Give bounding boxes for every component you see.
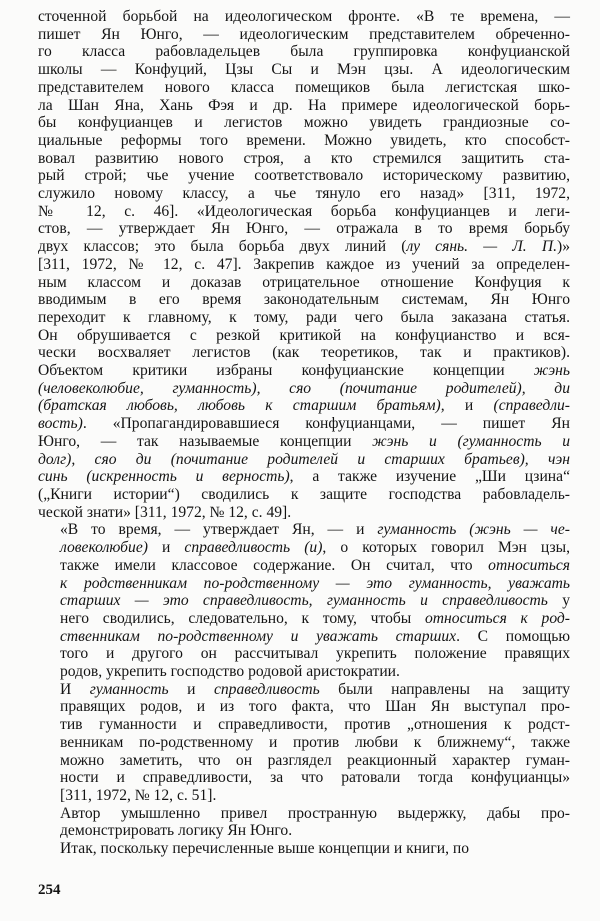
text-run: двух классов; это была борьба двух линий ( bbox=[38, 238, 407, 256]
text-line bbox=[38, 752, 570, 770]
text-line bbox=[38, 486, 570, 504]
text-run: Он обрушивается с резкой критикой на конфуцианство и вся- bbox=[38, 326, 570, 344]
text-run: стов, — утверждает Ян Юнго, — отражала в то время борьбу bbox=[38, 220, 570, 238]
paragraph-4 bbox=[38, 805, 570, 840]
text-run: ла Шан Яна, Хань Фэя и др. На примере идеологической борь- bbox=[38, 96, 570, 114]
text-run: представителем нового класса помещиков была легистская шко- bbox=[38, 78, 570, 96]
text-run: правящих родов, и из того факта, что Шан Ян выступал про- bbox=[60, 698, 570, 716]
text-run: также имели классовое содержание. Он считал, что bbox=[60, 556, 489, 574]
text-line bbox=[38, 291, 570, 309]
text-line bbox=[38, 362, 570, 380]
text-line bbox=[38, 132, 570, 150]
text-line bbox=[38, 327, 570, 345]
text-line bbox=[38, 43, 570, 61]
text-line bbox=[38, 26, 570, 44]
italic-term: жэнь и (гуманность и bbox=[372, 432, 571, 450]
text-run: были направлены на защиту bbox=[319, 680, 570, 698]
italic-term: гуманность bbox=[89, 680, 169, 698]
text-run: бы конфуцианцев и легистов можно увидеть грандиозные со- bbox=[38, 114, 570, 132]
paragraph-2 bbox=[38, 521, 570, 680]
text-run: , а также изучение „Ши цзина“ bbox=[289, 468, 570, 486]
text-line bbox=[38, 61, 570, 79]
text-line bbox=[38, 451, 570, 469]
text-run: школы — Конфуций, Цзы Сы и Мэн цзы. А идеологическим bbox=[38, 61, 570, 79]
paragraph-1 bbox=[38, 8, 570, 521]
text-line bbox=[38, 504, 570, 522]
text-run: Юнго, — так называемые концепции bbox=[38, 432, 373, 450]
text-run: ности и справедливости, за что ратовали тогда конфуцианцы» bbox=[60, 769, 570, 787]
italic-term: вость) bbox=[38, 415, 83, 433]
text-run: пишет Ян Юнго, — идеологическим представителем обреченно- bbox=[38, 25, 570, 43]
text-line bbox=[38, 256, 570, 274]
text-line bbox=[38, 433, 570, 451]
italic-term: старших — это справедливость, гуманность и справедливость bbox=[60, 592, 548, 610]
page-number: 254 bbox=[38, 882, 61, 898]
italic-term: синь (искренность и верность) bbox=[38, 468, 290, 486]
text-run: Автор умышленно привел пространную выдержку, дабы про- bbox=[60, 804, 570, 822]
text-line bbox=[38, 150, 570, 168]
text-line bbox=[38, 79, 570, 97]
text-line bbox=[38, 592, 570, 610]
text-run: . «Пропагандировавшиеся конфуцианцами, — пишет Ян bbox=[82, 415, 570, 433]
text-line bbox=[38, 97, 570, 115]
italic-term: (братская любовь, любовь к старшим братьям), bbox=[38, 397, 465, 415]
text-run: демонстрировать логику Ян Юнго. bbox=[60, 822, 293, 840]
body-text bbox=[38, 8, 570, 858]
text-line bbox=[38, 380, 570, 398]
text-run: того и другого он рассчитывал укрепить положение правящих bbox=[60, 645, 570, 663]
text-line bbox=[38, 805, 570, 823]
italic-term: лу сянь. — Л. П. bbox=[406, 238, 558, 256]
text-run: сточенной борьбой на идеологическом фронте. «В те времена, — bbox=[38, 8, 570, 25]
italic-term: долг), сяо ди (почитание родителей и старших братьев), чэн bbox=[38, 450, 570, 468]
text-run: . С помощью bbox=[456, 627, 571, 645]
text-run: ным классом и доказав отрицательное отношение Конфуция к bbox=[38, 273, 570, 291]
text-line bbox=[38, 274, 570, 292]
text-line bbox=[38, 645, 570, 663]
italic-term: ловеколюбие) bbox=[60, 539, 148, 557]
text-run: циальные реформы того времени. Можно увидеть, кто способст- bbox=[38, 131, 570, 149]
italic-term: относиться bbox=[488, 556, 570, 574]
text-run: него сводились, следовательно, к тому, чтобы bbox=[60, 609, 425, 627]
text-run: родов, укрепить господство родовой аристократии. bbox=[60, 663, 400, 681]
italic-term: к родственникам по-родственному — это гуманность, уважать bbox=[60, 574, 570, 592]
text-line bbox=[38, 415, 570, 433]
text-line bbox=[38, 344, 570, 362]
text-run: Итак, поскольку перечисленные выше концепции и книги, по bbox=[60, 840, 470, 858]
text-run: и bbox=[147, 539, 185, 557]
text-line bbox=[38, 557, 570, 575]
text-run: чески восхваляет легистов (как теоретиков, так и практиков). bbox=[38, 344, 570, 362]
italic-term: справедливость (и) bbox=[184, 539, 323, 557]
italic-term: (справедли- bbox=[493, 397, 570, 415]
italic-term: гуманность (жэнь — че- bbox=[377, 521, 570, 539]
text-line bbox=[38, 220, 570, 238]
text-line bbox=[38, 521, 570, 539]
italic-term: жэнь bbox=[533, 362, 570, 380]
text-line bbox=[38, 698, 570, 716]
text-run: можно заметить, что он разглядел реакционный характер гуман- bbox=[60, 751, 570, 769]
text-line bbox=[38, 769, 570, 787]
paragraph-3 bbox=[38, 681, 570, 805]
text-line bbox=[38, 539, 570, 557]
text-run: („Книги истории“) сводились к защите господства рабовладель- bbox=[38, 485, 570, 503]
text-line bbox=[38, 681, 570, 699]
text-line bbox=[38, 309, 570, 327]
text-line bbox=[38, 787, 570, 805]
text-line bbox=[38, 822, 570, 840]
italic-term: справедливость bbox=[213, 680, 320, 698]
text-line bbox=[38, 716, 570, 734]
text-run: )» bbox=[557, 238, 571, 256]
text-line bbox=[38, 167, 570, 185]
text-run: у bbox=[547, 592, 570, 610]
text-run: тив гуманности и справедливости, против „отношения к родст- bbox=[60, 716, 570, 734]
text-run: Объектом критики избраны конфуцианские концепции bbox=[38, 362, 534, 380]
text-line bbox=[38, 397, 570, 415]
italic-term: (человеколюбие, гуманность), сяо (почитание родителей), ди bbox=[38, 379, 570, 397]
text-run: переходит к главному, к тому, ради чего была заказана статья. bbox=[38, 308, 570, 326]
text-run: и bbox=[168, 680, 214, 698]
text-run: и bbox=[464, 397, 494, 415]
italic-term: ственникам по-родственному и уважать старших bbox=[60, 627, 457, 645]
text-run: [311, 1972, № 12, с. 51]. bbox=[60, 786, 217, 804]
text-run: служило новому классу, а чье тянуло его назад» [311, 1972, bbox=[38, 185, 570, 203]
text-run: [311, 1972, № 12, с. 47]. Закрепив каждое из учений за определен- bbox=[38, 255, 570, 273]
text-line bbox=[38, 575, 570, 593]
text-line bbox=[38, 840, 570, 858]
text-run: вовал развитию нового строя, а кто стремился защитить ста- bbox=[38, 149, 570, 167]
text-run: И bbox=[60, 680, 90, 698]
text-line bbox=[38, 8, 570, 26]
text-line bbox=[38, 203, 570, 221]
text-line bbox=[38, 468, 570, 486]
italic-term: относиться к род- bbox=[424, 609, 570, 627]
text-run: ческой знати» [311, 1972, № 12, с. 49]. bbox=[38, 503, 292, 521]
text-run: рый строй; чье учение соответствовало историческому развитию, bbox=[38, 167, 570, 185]
text-line bbox=[38, 663, 570, 681]
paragraph-5 bbox=[38, 840, 570, 858]
text-line bbox=[38, 628, 570, 646]
text-line bbox=[38, 114, 570, 132]
text-run: № 12, с. 46]. «Идеологическая борьба конфуцианцев и леги- bbox=[38, 202, 570, 220]
text-run: вводимым в его время законодательным системам, Ян Юнго bbox=[38, 291, 570, 309]
text-line bbox=[38, 734, 570, 752]
text-line bbox=[38, 238, 570, 256]
text-run: венникам по-родственному и против любви к ближнему“, также bbox=[60, 733, 570, 751]
text-line bbox=[38, 610, 570, 628]
text-run: «В то время, — утверждает Ян, — и bbox=[60, 521, 378, 539]
text-run: го класса рабовладельцев была группировка конфуцианской bbox=[38, 43, 570, 61]
text-run: , о которых говорил Мэн цзы, bbox=[322, 539, 570, 557]
text-line bbox=[38, 185, 570, 203]
